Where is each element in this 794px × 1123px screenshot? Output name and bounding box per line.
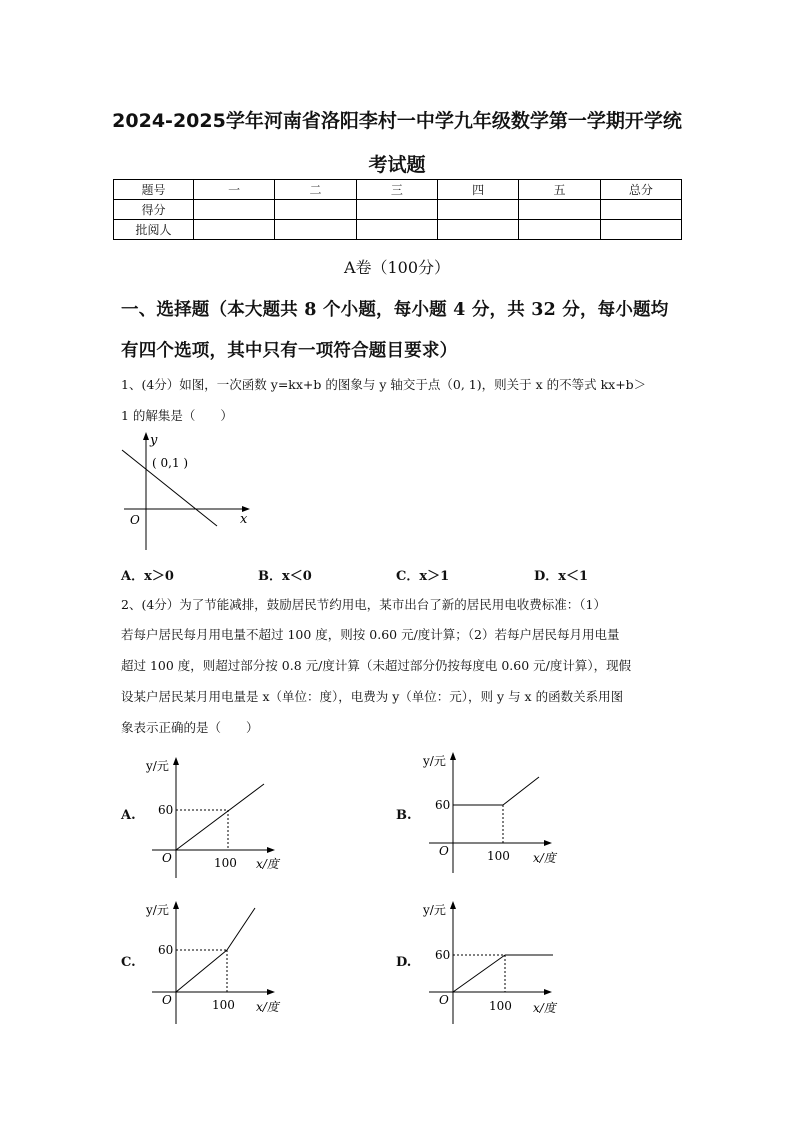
- origin-label: O: [162, 851, 172, 865]
- score-table: [113, 179, 682, 240]
- option-b[interactable]: B．x＜0: [258, 569, 312, 584]
- graph-second-segment: [227, 908, 255, 950]
- option-d-graph: [419, 898, 569, 1028]
- origin-label: O: [130, 513, 140, 527]
- y-axis-arrow: [143, 432, 149, 440]
- y-tick: 60: [158, 943, 174, 957]
- question-2-text: 超过 100 度，则超过部分按 0.8 元/度计算（未超过部分仍按每度电 0.60 元/度计算），现假: [121, 658, 632, 673]
- option-c[interactable]: C．x＞1: [396, 569, 450, 584]
- header-cell: 四: [437, 180, 518, 200]
- x-axis-arrow: [544, 840, 552, 846]
- y-axis-arrow: [450, 752, 456, 760]
- option-b-label[interactable]: B.: [396, 808, 412, 823]
- page-title: 2024-2025学年河南省洛阳李村一中学九年级数学第一学期开学统: [112, 110, 682, 132]
- y-tick: 60: [435, 798, 451, 812]
- reviewer-cell[interactable]: [356, 220, 437, 240]
- x-label: x: [240, 512, 248, 527]
- graph-first-segment: [176, 950, 227, 992]
- reviewer-cell[interactable]: [519, 220, 600, 240]
- section-heading: 一、选择题（本大题共 8 个小题，每小题 4 分，共 32 分，每小题均: [121, 300, 669, 320]
- option-c-label[interactable]: C.: [121, 955, 136, 970]
- graph-line: [176, 784, 264, 850]
- option-b-graph: [419, 749, 569, 879]
- x-label: x/度: [256, 1000, 279, 1014]
- header-cell: 五: [519, 180, 600, 200]
- question-1-figure: [110, 430, 270, 555]
- reviewer-cell[interactable]: [437, 220, 518, 240]
- header-cell: 题号: [114, 180, 194, 200]
- x-label: x/度: [533, 1001, 556, 1015]
- row-label: 批阅人: [114, 220, 194, 240]
- y-label: y/元: [146, 759, 169, 773]
- y-label: y: [150, 433, 158, 448]
- header-cell: 一: [194, 180, 275, 200]
- score-cell[interactable]: [519, 200, 600, 220]
- score-row: [114, 200, 682, 220]
- reviewer-cell[interactable]: [600, 220, 681, 240]
- x-label: x/度: [256, 857, 279, 871]
- y-tick: 60: [435, 948, 451, 962]
- origin-label: O: [439, 844, 449, 858]
- y-label: y/元: [423, 754, 446, 768]
- score-table-header: [114, 180, 682, 200]
- x-tick: 100: [489, 999, 512, 1013]
- question-2-text: 2、(4分）为了节能减排，鼓励居民节约用电，某市出台了新的居民用电收费标准：（1）: [121, 597, 606, 612]
- question-2-text: 若每户居民每月用电量不超过 100 度，则按 0.60 元/度计算；（2）若每户居民每月用电量: [121, 627, 620, 642]
- option-a-label[interactable]: A.: [121, 808, 136, 823]
- origin-label: O: [439, 993, 449, 1007]
- page-title-cont: 考试题: [368, 154, 426, 176]
- y-axis-arrow: [173, 901, 179, 909]
- x-tick: 100: [214, 856, 237, 870]
- x-label: x/度: [533, 851, 556, 865]
- x-axis-arrow: [544, 989, 552, 995]
- question-2-text: 设某户居民某月用电量是 x（单位：度），电费为 y（单位：元），则 y 与 x 的函数关系用图: [121, 689, 624, 704]
- x-axis-arrow: [267, 847, 275, 853]
- graph-rising-segment: [503, 777, 539, 805]
- header-cell: 三: [356, 180, 437, 200]
- y-axis-arrow: [173, 757, 179, 765]
- volume-heading: A卷（100分）: [343, 258, 451, 277]
- score-cell[interactable]: [194, 200, 275, 220]
- reviewer-cell[interactable]: [275, 220, 356, 240]
- option-a[interactable]: A．x＞0: [121, 569, 174, 584]
- option-d[interactable]: D．x＜1: [534, 569, 589, 584]
- x-axis-arrow: [267, 989, 275, 995]
- section-heading-cont: 有四个选项，其中只有一项符合题目要求）: [121, 341, 458, 361]
- score-cell[interactable]: [437, 200, 518, 220]
- reviewer-cell[interactable]: [194, 220, 275, 240]
- y-axis-arrow: [450, 901, 456, 909]
- y-label: y/元: [423, 903, 446, 917]
- score-cell[interactable]: [600, 200, 681, 220]
- question-1-text: 1、(4分）如图，一次函数 y=kx+b 的图象与 y 轴交于点（0, 1)，则关于 x 的不等式 kx+b＞: [121, 377, 647, 392]
- header-cell: 总分: [600, 180, 681, 200]
- option-c-graph: [142, 898, 292, 1028]
- x-tick: 100: [212, 998, 235, 1012]
- point-label: ( 0,1 ): [152, 456, 189, 470]
- x-tick: 100: [487, 849, 510, 863]
- origin-label: O: [162, 993, 172, 1007]
- reviewer-row: [114, 220, 682, 240]
- option-a-graph: [142, 754, 292, 884]
- header-cell: 二: [275, 180, 356, 200]
- y-tick: 60: [158, 803, 174, 817]
- score-cell[interactable]: [275, 200, 356, 220]
- y-label: y/元: [146, 903, 169, 917]
- question-1-text-cont: 1 的解集是（ ）: [121, 408, 233, 423]
- graph-rising-segment: [453, 955, 505, 992]
- row-label: 得分: [114, 200, 194, 220]
- score-cell[interactable]: [356, 200, 437, 220]
- question-2-text: 象表示正确的是（ ）: [121, 720, 259, 735]
- option-d-label[interactable]: D.: [396, 955, 412, 970]
